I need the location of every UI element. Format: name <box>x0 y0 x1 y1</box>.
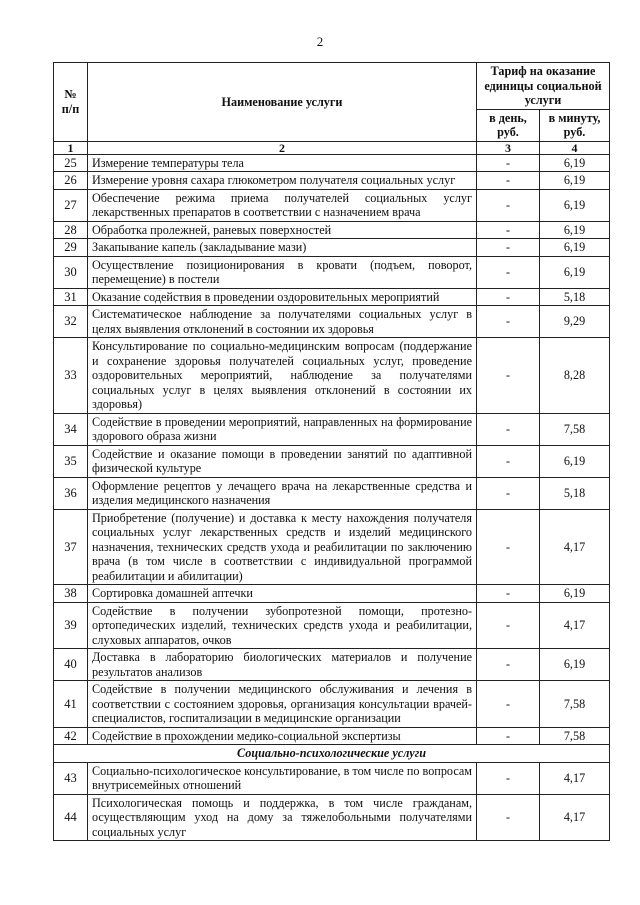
column-number: 1 <box>54 141 88 154</box>
tariff-per-minute: 6,19 <box>540 256 610 288</box>
tariff-per-day: - <box>477 256 540 288</box>
table-row <box>54 189 610 221</box>
tariff-per-minute: 4,17 <box>540 602 610 649</box>
table-row <box>54 338 610 414</box>
tariff-per-minute: 4,17 <box>540 794 610 841</box>
tariff-table <box>53 62 610 841</box>
table-row <box>54 445 610 477</box>
service-name: Психологическая помощь и поддержка, в том числе гражданам, осуществляющим уход на дому за тяжелобольными получателями социальных услуг <box>88 794 477 841</box>
tariff-per-day: - <box>477 154 540 172</box>
table-row <box>54 172 610 190</box>
page-number: 2 <box>316 34 324 49</box>
service-name: Консультирование по социально-медицинским вопросам (поддержание и сохранение здоровья получателей социальных услуг, проведение оздоровительных мероприятий, наблюдение за получателями социальных услуг в целях выявления отклонений в состоянии их здоровья) <box>88 338 477 414</box>
column-numbers-row <box>54 141 610 154</box>
tariff-per-minute: 9,29 <box>540 306 610 338</box>
tariff-per-day: - <box>477 189 540 221</box>
row-number: 31 <box>54 288 88 306</box>
tariff-per-day: - <box>477 445 540 477</box>
tariff-per-minute: 4,17 <box>540 509 610 585</box>
row-number: 29 <box>54 239 88 257</box>
tariff-per-minute: 4,17 <box>540 762 610 794</box>
tariff-per-minute: 7,58 <box>540 727 610 745</box>
table-row <box>54 413 610 445</box>
tariff-per-day: - <box>477 794 540 841</box>
service-name: Доставка в лабораторию биологических материалов и получение результатов анализов <box>88 649 477 681</box>
service-name: Оформление рецептов у лечащего врача на лекарственные средства и изделия медицинского назначения <box>88 477 477 509</box>
column-number: 3 <box>477 141 540 154</box>
table-row <box>54 288 610 306</box>
tariff-per-day: - <box>477 585 540 603</box>
tariff-per-day: - <box>477 681 540 728</box>
row-number: 38 <box>54 585 88 603</box>
table-row <box>54 154 610 172</box>
table-row <box>54 602 610 649</box>
tariff-per-day: - <box>477 477 540 509</box>
tariff-per-minute: 8,28 <box>540 338 610 414</box>
service-name: Обработка пролежней, раневых поверхностей <box>88 221 477 239</box>
row-number: 42 <box>54 727 88 745</box>
tariff-per-minute: 6,19 <box>540 649 610 681</box>
tariff-per-minute: 5,18 <box>540 288 610 306</box>
tariff-per-day: - <box>477 727 540 745</box>
tariff-per-minute: 6,19 <box>540 445 610 477</box>
row-number: 39 <box>54 602 88 649</box>
service-name: Измерение уровня сахара глюкометром получателя социальных услуг <box>88 172 477 190</box>
section-title: Социально-психологические услуги <box>54 745 610 763</box>
row-number: 40 <box>54 649 88 681</box>
service-name: Содействие в получении медицинского обслуживания и лечения в соответствии с состоянием здоровья, организация консультации врачей-специалистов, госпитализации в медицинские организации <box>88 681 477 728</box>
row-number: 27 <box>54 189 88 221</box>
tariff-per-day: - <box>477 288 540 306</box>
tariff-per-day: - <box>477 239 540 257</box>
service-name: Содействие в прохождении медико-социальной экспертизы <box>88 727 477 745</box>
service-name: Обеспечение режима приема получателей социальных услуг лекарственных препаратов в соответствии с назначением врача <box>88 189 477 221</box>
table-row <box>54 681 610 728</box>
tariff-per-minute: 7,58 <box>540 413 610 445</box>
tariff-per-minute: 5,18 <box>540 477 610 509</box>
table-row <box>54 649 610 681</box>
row-number: 28 <box>54 221 88 239</box>
tariff-per-day: - <box>477 172 540 190</box>
tariff-per-day: - <box>477 509 540 585</box>
service-name: Сортировка домашней аптечки <box>88 585 477 603</box>
row-number: 34 <box>54 413 88 445</box>
tariff-per-day: - <box>477 649 540 681</box>
row-number: 30 <box>54 256 88 288</box>
table-row <box>54 762 610 794</box>
tariff-per-minute: 6,19 <box>540 172 610 190</box>
service-name: Осуществление позиционирования в кровати (подъем, поворот, перемещение) в постели <box>88 256 477 288</box>
tariff-per-day: - <box>477 762 540 794</box>
row-number: 43 <box>54 762 88 794</box>
table-row <box>54 585 610 603</box>
tariff-per-day: - <box>477 221 540 239</box>
tariff-per-day: - <box>477 338 540 414</box>
row-number: 44 <box>54 794 88 841</box>
table-row <box>54 239 610 257</box>
tariff-per-minute: 6,19 <box>540 239 610 257</box>
row-number: 35 <box>54 445 88 477</box>
row-number: 37 <box>54 509 88 585</box>
tariff-per-minute: 6,19 <box>540 154 610 172</box>
tariff-per-day: - <box>477 413 540 445</box>
tariff-per-minute: 6,19 <box>540 221 610 239</box>
table-row <box>54 727 610 745</box>
tariff-per-day: - <box>477 306 540 338</box>
tariff-per-minute: 7,58 <box>540 681 610 728</box>
service-name: Содействие и оказание помощи в проведении занятий по адаптивной физической культуре <box>88 445 477 477</box>
table-row <box>54 306 610 338</box>
table-row <box>54 794 610 841</box>
row-number: 41 <box>54 681 88 728</box>
row-number: 25 <box>54 154 88 172</box>
row-number: 36 <box>54 477 88 509</box>
service-name: Социально-психологическое консультирование, в том числе по вопросам внутрисемейных отношений <box>88 762 477 794</box>
tariff-per-minute: 6,19 <box>540 189 610 221</box>
table-row <box>54 509 610 585</box>
section-header-row <box>54 745 610 763</box>
service-name: Систематическое наблюдение за получателями социальных услуг в целях выявления отклонений в состоянии их здоровья <box>88 306 477 338</box>
service-name: Приобретение (получение) и доставка к месту нахождения получателя социальных услуг лекарственных средств и изделий медицинского назначения, технических средств ухода и реабилитации по заключению врача (в том числе в соответствии с индивидуальной программой реабилитации и абилитации) <box>88 509 477 585</box>
header-tariff: Тариф на оказание единицы социальной услуги <box>477 63 610 110</box>
service-rows-psych <box>54 762 610 841</box>
header-number: № п/п <box>54 63 88 142</box>
table-row <box>54 477 610 509</box>
service-name: Содействие в получении зубопротезной помощи, протезно-ортопедических изделий, технических средств ухода и реабилитации, слуховых аппаратов, очков <box>88 602 477 649</box>
tariff-per-day: - <box>477 602 540 649</box>
row-number: 32 <box>54 306 88 338</box>
service-name: Оказание содействия в проведении оздоровительных мероприятий <box>88 288 477 306</box>
column-number: 2 <box>88 141 477 154</box>
row-number: 33 <box>54 338 88 414</box>
column-number: 4 <box>540 141 610 154</box>
header-per-minute: в минуту, руб. <box>540 109 610 141</box>
service-name: Измерение температуры тела <box>88 154 477 172</box>
header-per-day: в день, руб. <box>477 109 540 141</box>
service-name: Содействие в проведении мероприятий, направленных на формирование здорового образа жизни <box>88 413 477 445</box>
row-number: 26 <box>54 172 88 190</box>
service-name: Закапывание капель (закладывание мази) <box>88 239 477 257</box>
tariff-per-minute: 6,19 <box>540 585 610 603</box>
service-rows <box>54 154 610 745</box>
table-row <box>54 221 610 239</box>
header-service-name: Наименование услуги <box>88 63 477 142</box>
table-row <box>54 256 610 288</box>
